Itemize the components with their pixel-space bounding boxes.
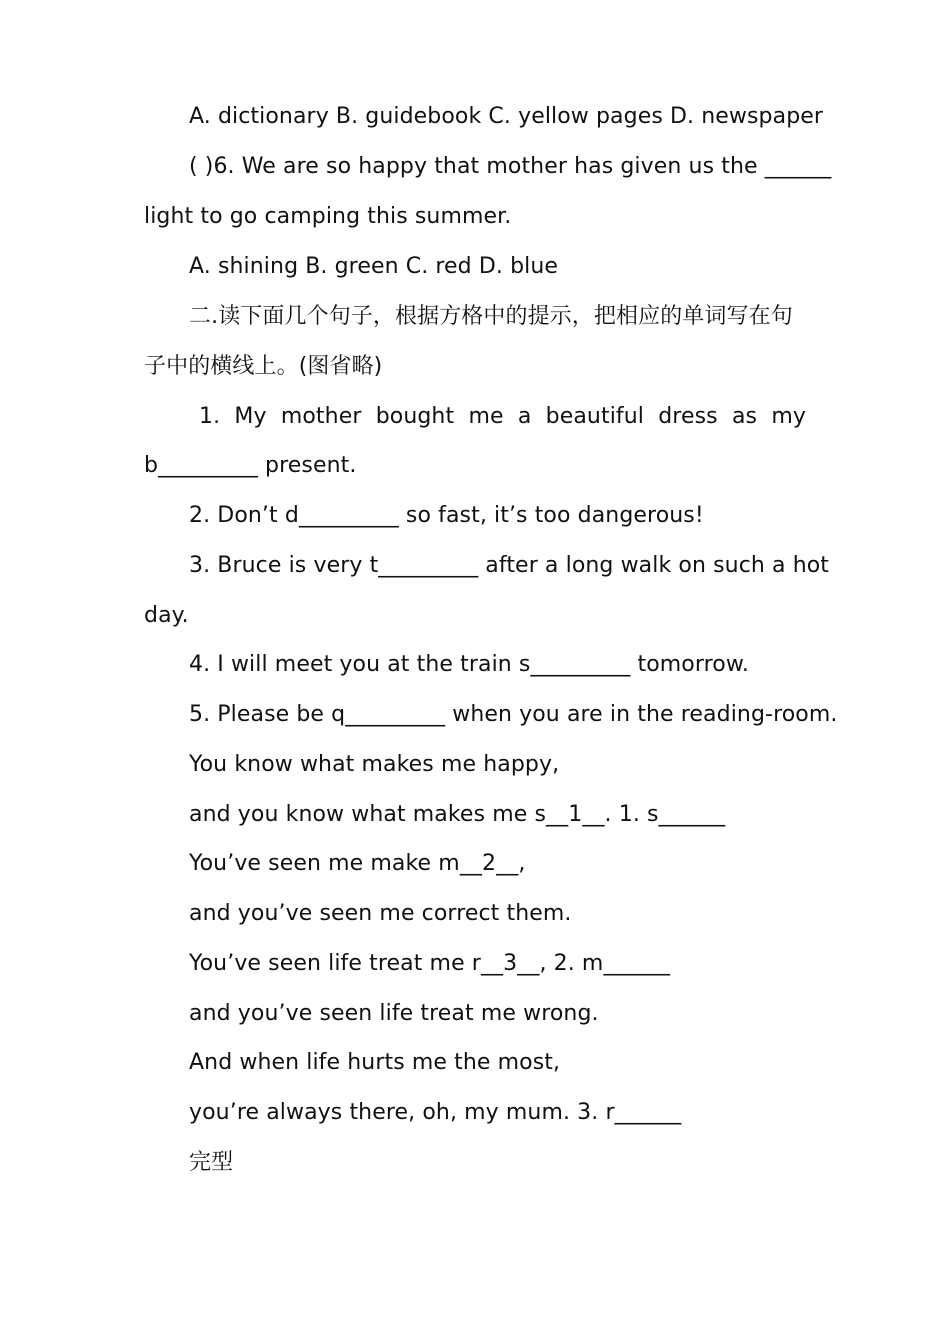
section-label-cloze: 完型: [189, 1150, 234, 1175]
item1-word: My: [234, 404, 267, 429]
item3-line2: day.: [144, 603, 189, 628]
poem-line: and you’ve seen life treat me wrong.: [189, 1001, 599, 1026]
section2-heading-line2: 子中的横线上。(图省略): [144, 354, 383, 379]
item1-word: mother: [280, 404, 362, 429]
item1-word: 1.: [199, 404, 221, 429]
poem-line: and you’ve seen me correct them.: [189, 901, 572, 926]
poem-line: And when life hurts me the most,: [189, 1050, 561, 1075]
poem-line: you’re always there, oh, my mum. 3. r______: [189, 1100, 682, 1125]
item1-word: as: [731, 404, 758, 429]
item1-word: bought: [375, 404, 455, 429]
item5: 5. Please be q_________ when you are in the reading-room.: [189, 702, 838, 727]
poem-line: You know what makes me happy,: [189, 752, 560, 777]
item1-word: a: [517, 404, 532, 429]
item3-line1: 3. Bruce is very t_________ after a long walk on such a hot: [189, 553, 830, 578]
q5-options: A. dictionary B. guidebook C. yellow pages D. newspaper: [189, 104, 824, 129]
poem-line: and you know what makes me s__1__. 1. s______: [189, 802, 726, 827]
poem-line: You’ve seen life treat me r__3__, 2. m______: [189, 951, 671, 976]
section2-heading-line1: 二.读下面几个句子，根据方格中的提示，把相应的单词写在句: [189, 304, 793, 329]
q6-options: A. shining B. green C. red D. blue: [189, 254, 559, 279]
item1-word: dress: [658, 404, 718, 429]
item1-word: my: [771, 404, 806, 429]
item1-line2: b_________ present.: [144, 453, 357, 478]
item4: 4. I will meet you at the train s_________ tomorrow.: [189, 652, 750, 677]
item2: 2. Don’t d_________ so fast, it’s too dangerous!: [189, 503, 704, 528]
item1-word: me: [468, 404, 504, 429]
poem-line: You’ve seen me make m__2__,: [189, 851, 526, 876]
q6-stem-line1: ( )6. We are so happy that mother has given us the ______: [189, 154, 832, 179]
item1-word: beautiful: [545, 404, 645, 429]
q6-stem-line2: light to go camping this summer.: [144, 204, 512, 229]
item1-line1: [189, 402, 806, 432]
